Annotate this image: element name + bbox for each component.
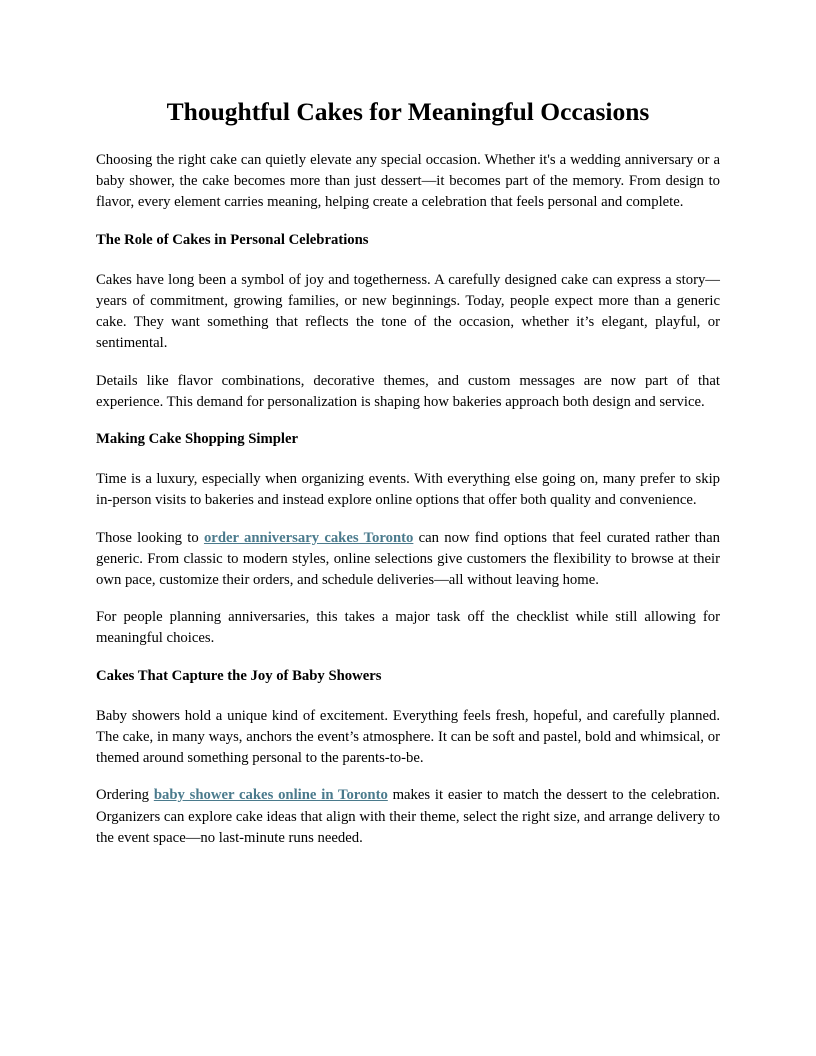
paragraph-text-after-link: makes it easier to match the dessert to the celebration. Organizers can explore cake ideas that align with their theme, select the right size, and arrange delivery to the event space—no last-minute runs needed. — [96, 787, 720, 846]
section-heading-cake-shopping: Making Cake Shopping Simpler — [96, 431, 299, 448]
paragraph-cake-shopping-2 — [96, 528, 720, 592]
intro-paragraph: Choosing the right cake can quietly elevate any special occasion. Whether it's a wedding anniversary or a baby shower, the cake becomes more than just dessert—it becomes part of the memory. From design to flavor, every element carries meaning, helping create a celebration that feels personal and complete. — [96, 152, 720, 211]
baby-shower-cakes-link[interactable]: baby shower cakes online in Toronto — [153, 787, 388, 804]
order-anniversary-cakes-link[interactable]: order anniversary cakes Toronto — [203, 529, 414, 546]
paragraph-baby-showers-2 — [96, 785, 720, 849]
section-heading-baby-showers: Cakes That Capture the Joy of Baby Showers — [96, 667, 382, 684]
paragraph-cake-shopping-3: For people planning anniversaries, this takes a major task off the checklist while still allowing for meaningful choices. — [96, 609, 720, 647]
page-title: Thoughtful Cakes for Meaningful Occasions — [166, 97, 650, 126]
paragraph-text-before-link: Ordering — [96, 787, 154, 804]
paragraph-text-after-link: can now find options that feel curated rather than generic. From classic to modern styles, online selections give customers the flexibility to browse at their own pace, customize their orders, and schedule deliveries—all without leaving home. — [96, 529, 720, 589]
paragraph-role-of-cakes-1: Cakes have long been a symbol of joy and togetherness. A carefully designed cake can express a story—years of commitment, growing families, or new beginnings. Today, people expect more than a generic cake. They want something that reflects the tone of the occasion, whether it’s elegant, playful, or sentimental. — [96, 271, 720, 352]
paragraph-role-of-cakes-2: Details like flavor combinations, decorative themes, and custom messages are now part of that experience. This demand for personalization is shaping how bakeries approach both design and service. — [96, 372, 720, 410]
section-heading-role-of-cakes: The Role of Cakes in Personal Celebrations — [96, 231, 369, 248]
document-page — [96, 96, 720, 849]
paragraph-baby-showers-1: Baby showers hold a unique kind of excitement. Everything feels fresh, hopeful, and carefully planned. The cake, in many ways, anchors the event’s atmosphere. It can be soft and pastel, bold and whimsical, or themed around something personal to the parents-to-be. — [96, 707, 720, 767]
paragraph-text-before-link: Those looking to — [96, 529, 204, 546]
paragraph-cake-shopping-1: Time is a luxury, especially when organizing events. With everything else going on, many prefer to skip in-person visits to bakeries and instead explore online options that offer both quality and convenience. — [96, 471, 720, 509]
